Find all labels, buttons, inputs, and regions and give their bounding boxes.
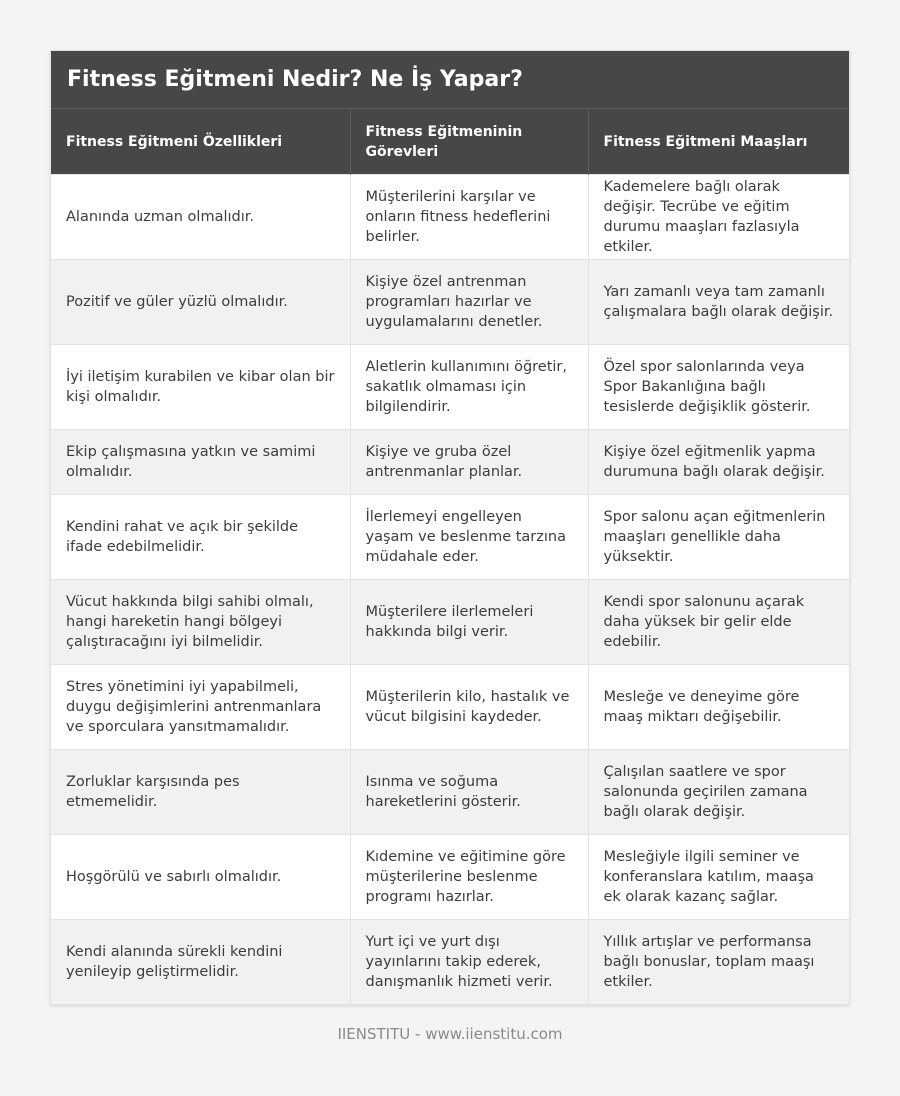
table-row <box>51 260 849 345</box>
cell-salary: Yarı zamanlı veya tam zamanlı çalışmalara bağlı olarak değişir. <box>588 260 849 345</box>
cell-salary: Kendi spor salonunu açarak daha yüksek bir gelir elde edebilir. <box>588 580 849 665</box>
table-row <box>51 920 849 1005</box>
cell-salary: Özel spor salonlarında veya Spor Bakanlığına bağlı tesislerde değişiklik gösterir. <box>588 345 849 430</box>
cell-features: Alanında uzman olmalıdır. <box>51 175 350 260</box>
title-bar <box>51 51 849 109</box>
table-row <box>51 495 849 580</box>
table-row <box>51 175 849 260</box>
cell-salary: Yıllık artışlar ve performansa bağlı bonuslar, toplam maaşı etkiler. <box>588 920 849 1005</box>
cell-duties: Yurt içi ve yurt dışı yayınlarını takip ederek, danışmanlık hizmeti verir. <box>350 920 588 1005</box>
column-header-duties: Fitness Eğitmeninin Görevleri <box>350 109 588 175</box>
cell-features: İyi iletişim kurabilen ve kibar olan bir kişi olmalıdır. <box>51 345 350 430</box>
cell-features: Zorluklar karşısında pes etmemelidir. <box>51 750 350 835</box>
cell-duties: Müşterilerin kilo, hastalık ve vücut bilgisini kaydeder. <box>350 665 588 750</box>
footer-credit: IIENSTITU - www.iienstitu.com <box>337 1025 563 1043</box>
cell-duties: Müşterilerini karşılar ve onların fitness hedeflerini belirler. <box>350 175 588 260</box>
cell-features: Kendini rahat ve açık bir şekilde ifade edebilmelidir. <box>51 495 350 580</box>
fitness-trainer-table <box>51 109 849 1004</box>
table-row <box>51 750 849 835</box>
cell-salary: Mesleğiyle ilgili seminer ve konferanslara katılım, maaşa ek olarak kazanç sağlar. <box>588 835 849 920</box>
cell-features: Pozitif ve güler yüzlü olmalıdır. <box>51 260 350 345</box>
cell-salary: Spor salonu açan eğitmenlerin maaşları genellikle daha yüksektir. <box>588 495 849 580</box>
cell-features: Hoşgörülü ve sabırlı olmalıdır. <box>51 835 350 920</box>
cell-salary: Mesleğe ve deneyime göre maaş miktarı değişebilir. <box>588 665 849 750</box>
table-header-row <box>51 109 849 175</box>
table-row <box>51 665 849 750</box>
page-title: Fitness Eğitmeni Nedir? Ne İş Yapar? <box>67 67 523 92</box>
cell-duties: Aletlerin kullanımını öğretir, sakatlık olmaması için bilgilendirir. <box>350 345 588 430</box>
info-table-card <box>50 50 850 1005</box>
cell-features: Kendi alanında sürekli kendini yenileyip geliştirmelidir. <box>51 920 350 1005</box>
cell-features: Ekip çalışmasına yatkın ve samimi olmalıdır. <box>51 430 350 495</box>
cell-duties: Kıdemine ve eğitimine göre müşterilerine beslenme programı hazırlar. <box>350 835 588 920</box>
cell-duties: Kişiye özel antrenman programları hazırlar ve uygulamalarını denetler. <box>350 260 588 345</box>
table-row <box>51 835 849 920</box>
cell-salary: Kademelere bağlı olarak değişir. Tecrübe ve eğitim durumu maaşları fazlasıyla etkiler. <box>588 175 849 260</box>
cell-duties: İlerlemeyi engelleyen yaşam ve beslenme tarzına müdahale eder. <box>350 495 588 580</box>
cell-salary: Çalışılan saatlere ve spor salonunda geçirilen zamana bağlı olarak değişir. <box>588 750 849 835</box>
table-row <box>51 345 849 430</box>
cell-duties: Isınma ve soğuma hareketlerini gösterir. <box>350 750 588 835</box>
cell-features: Stres yönetimini iyi yapabilmeli, duygu değişimlerini antrenmanlara ve sporculara yansıtmamalıdır. <box>51 665 350 750</box>
cell-duties: Müşterilere ilerlemeleri hakkında bilgi verir. <box>350 580 588 665</box>
cell-duties: Kişiye ve gruba özel antrenmanlar planlar. <box>350 430 588 495</box>
cell-features: Vücut hakkında bilgi sahibi olmalı, hangi hareketin hangi bölgeyi çalıştıracağını iyi bilmelidir. <box>51 580 350 665</box>
cell-salary: Kişiye özel eğitmenlik yapma durumuna bağlı olarak değişir. <box>588 430 849 495</box>
table-row <box>51 580 849 665</box>
table-row <box>51 430 849 495</box>
column-header-features: Fitness Eğitmeni Özellikleri <box>51 109 350 175</box>
column-header-salary: Fitness Eğitmeni Maaşları <box>588 109 849 175</box>
